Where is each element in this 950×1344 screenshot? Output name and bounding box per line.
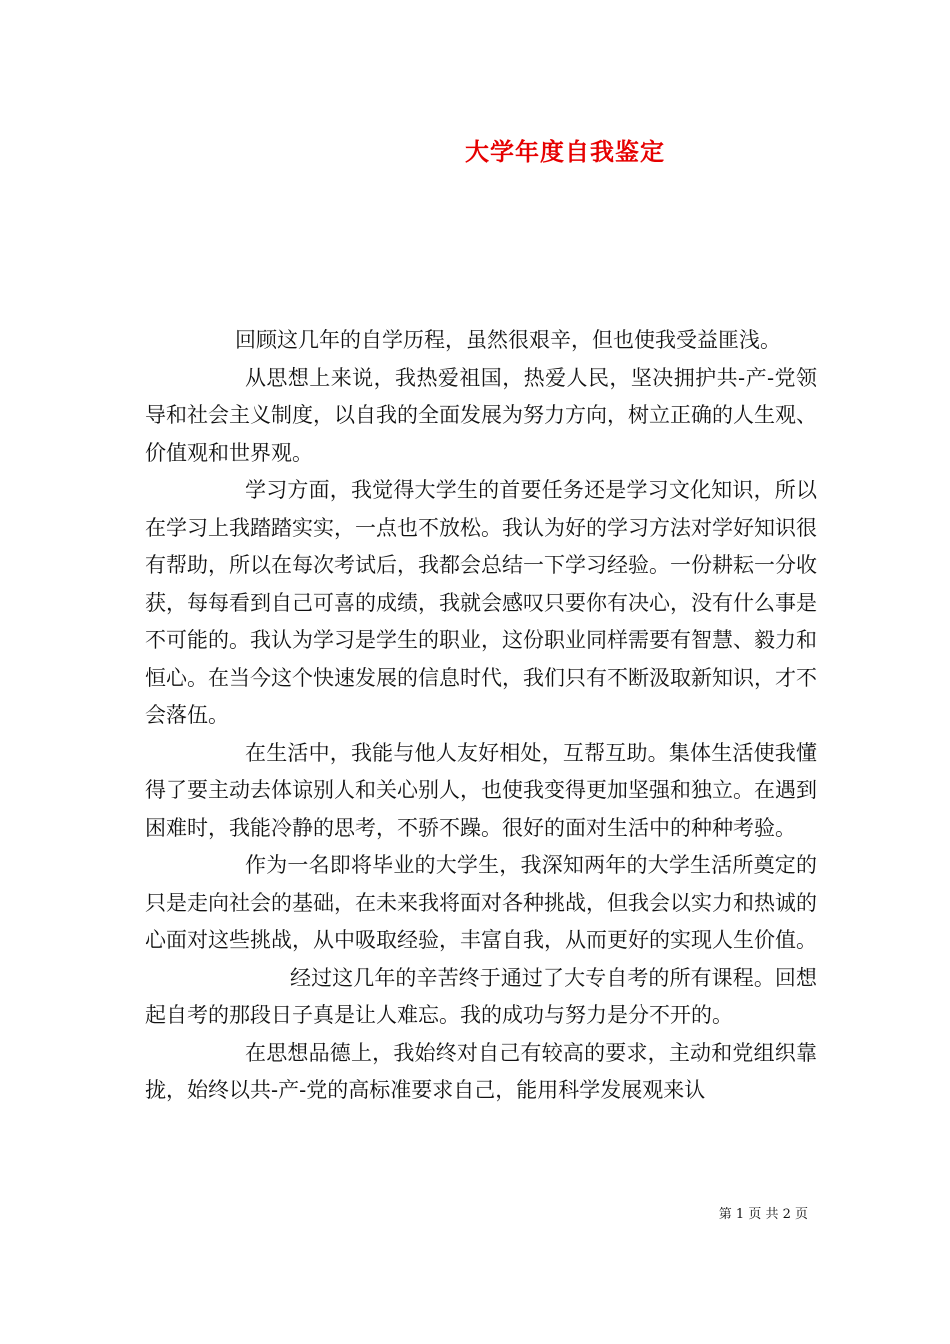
document-title: 大学年度自我鉴定 [465,137,665,166]
document-body [145,322,817,1110]
paragraph: 在思想品德上，我始终对自己有较高的要求，主动和党组织靠拢，始终以共-产-党的高标准要求自己，能用科学发展观来认 [145,1040,817,1102]
paragraph: 经过这几年的辛苦终于通过了大专自考的所有课程。回想起自考的那段日子真是让人难忘。我的成功与努力是分不开的。 [145,965,817,1027]
paragraph: 在生活中，我能与他人友好相处，互帮互助。集体生活使我懂得了要主动去体谅别人和关心别人，也使我变得更加坚强和独立。在遇到困难时，我能冷静的思考，不骄不躁。很好的面对生活中的种种考验。 [145,740,817,840]
page-number: 第 1 页 共 2 页 [718,1207,808,1222]
paragraph: 作为一名即将毕业的大学生，我深知两年的大学生活所奠定的只是走向社会的基础，在未来我将面对各种挑战，但我会以实力和热诚的心面对这些挑战，从中吸取经验，丰富自我，从而更好的实现人生价值。 [145,853,817,952]
paragraph: 学习方面，我觉得大学生的首要任务还是学习文化知识，所以在学习上我踏踏实实，一点也不放松。我认为好的学习方法对学好知识很有帮助，所以在每次考试后，我都会总结一下学习经验。一份耕耘一分收获，每每看到自己可喜的成绩，我就会感叹只要你有决心，没有什么事是不可能的。我认为学习是学生的职业，这份职业同样需要有智慧、毅力和恒心。在当今这个快速发展的信息时代，我们只有不断汲取新知识，才不会落伍。 [145,478,817,727]
paragraph: 从思想上来说，我热爱祖国，热爱人民，坚决拥护共-产-党领导和社会主义制度，以自我的全面发展为努力方向，树立正确的人生观、价值观和世界观。 [145,365,817,465]
paragraph: 回顾这几年的自学历程，虽然很艰辛，但也使我受益匪浅。 [235,328,781,352]
